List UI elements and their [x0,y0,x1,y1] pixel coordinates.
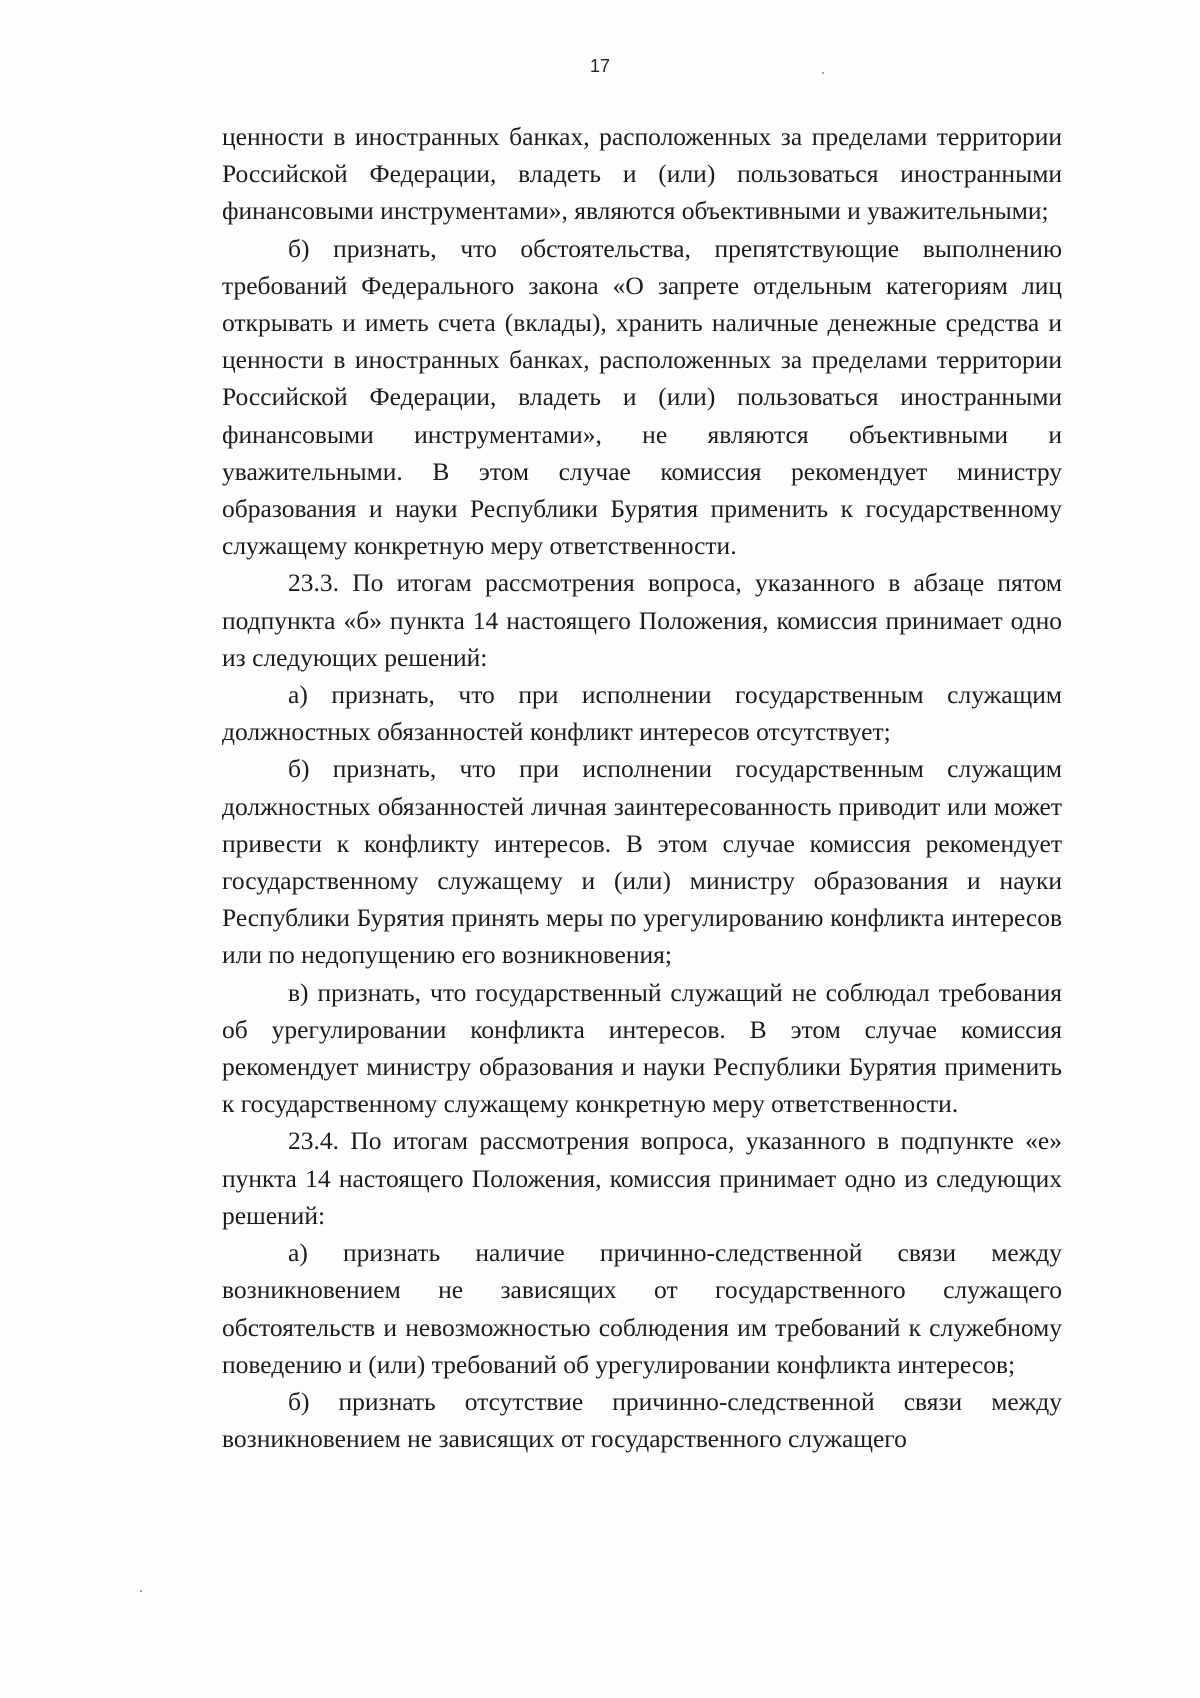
paragraph-23-3: 23.3. По итогам рассмотрения вопроса, указанного в абзаце пятом подпункта «б» пункта 14 настоящего Положения, комиссия принимает одно из следующих решений: [222,568,1062,672]
paragraph-23-4-a: а) признать наличие причинно-следственной связи между возникновением не зависящих от государственного служащего обстоятельств и невозможностью соблюдения им требований к служебному поведению и (или) требований об урегулировании конфликта интересов; [222,1238,1062,1379]
paragraph-continuation: ценности в иностранных банках, расположенных за пределами территории Российской Федерации, владеть и (или) пользоваться иностранными финансовыми инструментами», являются объективными и уважительными; [222,122,1062,226]
paragraph-23-3-b: б) признать, что при исполнении государственным служащим должностных обязанностей личная заинтересованность приводит или может привести к конфликту интересов. В этом случае комиссия рекомендует государственному служащему и (или) министру образования и науки Республики Бурятия принять меры по урегулированию конфликта интересов или по недопущению его возникновения; [222,754,1062,970]
paragraph-item-b: б) признать, что обстоятельства, препятствующие выполнению требований Федерального закона «О запрете отдельным категориям лиц открывать и иметь счета (вклады), хранить наличные денежные средства и ценности в иностранных банках, расположенных за пределами территории Российской Федерации, владеть и (или) пользоваться иностранными финансовыми инструментами», не являются объективными и уважительными. В этом случае комиссия рекомендует министру образования и науки Республики Бурятия применить к государственному служащему конкретную меру ответственности. [222,233,1062,561]
scan-speck [140,1590,142,1592]
page-number: 17 [589,56,611,76]
paragraph-23-3-a: а) признать, что при исполнении государственным служащим должностных обязанностей конфликт интересов отсутствует; [222,680,1062,747]
scan-speck [822,72,824,74]
paragraph-23-4-b: б) признать отсутствие причинно-следственной связи между возникновением не зависящих от государственного служащего [222,1386,1062,1454]
document-body [222,118,1062,1457]
paragraph-23-3-v: в) признать, что государственный служащий не соблюдал требования об урегулировании конфликта интересов. В этом случае комиссия рекомендует министру образования и науки Республики Бурятия применить к государственному служащему конкретную меру ответственности. [222,977,1062,1119]
paragraph-23-4: 23.4. По итогам рассмотрения вопроса, указанного в подпункте «е» пункта 14 настоящего Положения, комиссия принимает одно из следующих решений: [222,1126,1062,1230]
